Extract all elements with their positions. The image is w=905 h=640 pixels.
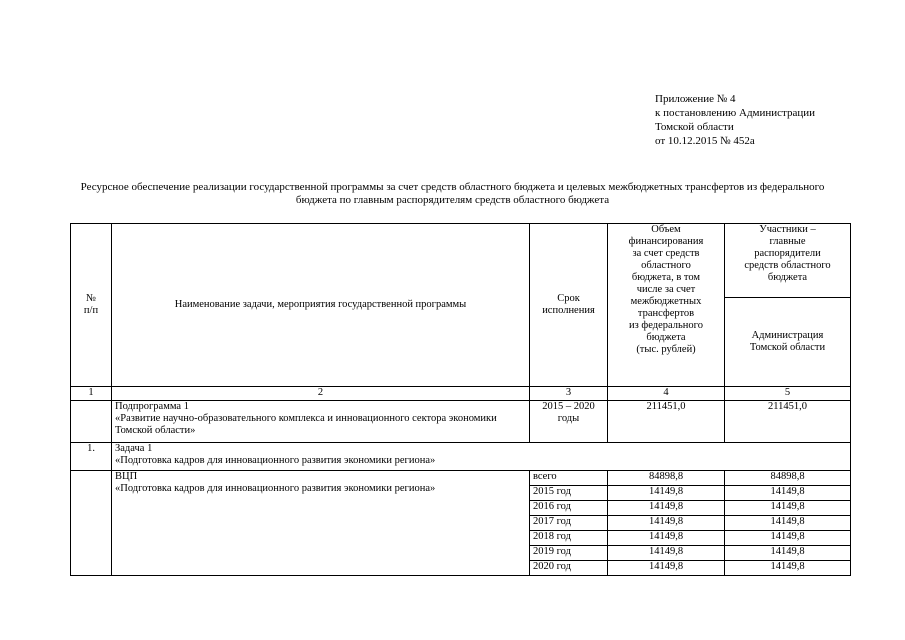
task-num: 1. (71, 443, 112, 471)
vcp-admin: 84898,8 (725, 471, 851, 486)
task-row (71, 443, 851, 471)
vcp-admin: 14149,8 (725, 531, 851, 546)
header-participants: Участники – главные распорядители средств областного бюджета (725, 224, 851, 298)
vcp-admin: 14149,8 (725, 486, 851, 501)
vcp-period: 2016 год (530, 501, 608, 516)
subprogram-admin: 211451,0 (725, 401, 851, 443)
header-num: № п/п (71, 224, 112, 387)
document-title: Ресурсное обеспечение реализации государственной программы за счет средств областного бюджета и целевых межбюджетных трансфертов из федерального бюджета по главным распорядителям средств областного бюджета (80, 181, 825, 206)
subprogram-num (71, 401, 112, 443)
subprogram-row (71, 401, 851, 443)
index-cell: 2 (112, 387, 530, 401)
index-row (71, 387, 851, 401)
vcp-num (71, 471, 112, 576)
vcp-period: 2020 год (530, 561, 608, 576)
vcp-volume: 14149,8 (608, 501, 725, 516)
index-cell: 3 (530, 387, 608, 401)
vcp-name: ВЦП «Подготовка кадров для инновационного развития экономики региона» (112, 471, 530, 576)
vcp-volume: 14149,8 (608, 516, 725, 531)
vcp-period: 2017 год (530, 516, 608, 531)
vcp-period: всего (530, 471, 608, 486)
header-volume: Объем финансирования за счет средств областного бюджета, в том числе за счет межбюджетных трансфертов из федерального бюджета (тыс. рублей) (608, 224, 725, 387)
header-row (71, 224, 851, 298)
approval-note: Приложение № 4 к постановлению Администрации Томской области от 10.12.2015 № 452а (655, 93, 816, 147)
index-cell: 1 (71, 387, 112, 401)
vcp-volume: 14149,8 (608, 486, 725, 501)
vcp-period: 2018 год (530, 531, 608, 546)
header-administration: Администрация Томской области (725, 298, 851, 387)
vcp-admin: 14149,8 (725, 546, 851, 561)
header-name: Наименование задачи, мероприятия государственной программы (112, 224, 530, 387)
vcp-period: 2019 год (530, 546, 608, 561)
header-term: Срок исполнения (530, 224, 608, 387)
subprogram-term: 2015 – 2020 годы (530, 401, 608, 443)
task-name: Задача 1 «Подготовка кадров для инновационного развития экономики региона» (112, 443, 851, 471)
vcp-admin: 14149,8 (725, 516, 851, 531)
index-cell: 4 (608, 387, 725, 401)
vcp-admin: 14149,8 (725, 561, 851, 576)
subprogram-volume: 211451,0 (608, 401, 725, 443)
vcp-volume: 84898,8 (608, 471, 725, 486)
resource-table (70, 223, 851, 576)
vcp-admin: 14149,8 (725, 501, 851, 516)
index-cell: 5 (725, 387, 851, 401)
vcp-volume: 14149,8 (608, 531, 725, 546)
vcp-row-total (71, 471, 851, 486)
vcp-period: 2015 год (530, 486, 608, 501)
subprogram-name: Подпрограмма 1 «Развитие научно-образовательного комплекса и инновационного сектора экономики Томской области» (112, 401, 530, 443)
vcp-volume: 14149,8 (608, 561, 725, 576)
vcp-volume: 14149,8 (608, 546, 725, 561)
